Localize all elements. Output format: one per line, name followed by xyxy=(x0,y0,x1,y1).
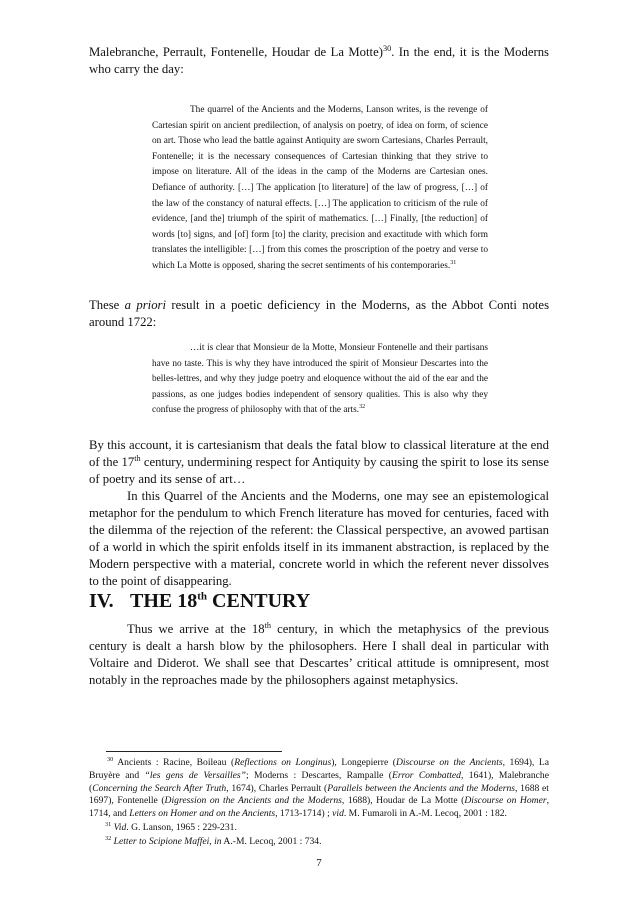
footnote-31-number: 31 xyxy=(105,820,112,828)
fn32-title: Letter to Scipione Maffei xyxy=(113,836,210,847)
fn30-text-d: ; Moderns : Descartes, Rampalle ( xyxy=(245,769,392,781)
fn30-title-c: “les gens de Versailles” xyxy=(144,769,246,781)
quote-conti-text: …it is clear that Monsieur de la Motte, Monsieur Fontenelle and their partisans have no taste. This is why they have introduced the spirit of Monsieur Descartes into the belles-lettres, and why they judge poetry and eloquence without the aid of the ear and the passions, as one judges bodies independent of sensory qualities. This is also why they confuse the progress of philosophy with that of the arts. xyxy=(152,343,488,416)
fn32-text-a: , xyxy=(209,836,215,847)
fn31-vid: Vid xyxy=(113,822,127,833)
section-intro-text-2: century, in which the metaphysics of the previous century is dealt a harsh blow by the philosophers. Here I shall deal in particular with Voltaire and Diderot. We shall see that Descartes’ critical attitude is omnipresent, most notably in the reproaches made by the philosophers against metaphysics. xyxy=(89,622,549,687)
section-number: IV. xyxy=(89,590,114,612)
account-text-2: century, undermining respect for Antiquity by causing the spirit to lose its sense of poetry and its sense of art… xyxy=(89,455,550,486)
paragraph-quarrel xyxy=(89,488,549,590)
fn30-title-e: Concerning the Search After Truth xyxy=(92,782,227,794)
fn30-text-a: Ancients : Racine, Boileau ( xyxy=(113,757,235,768)
fn30-text-h: , 1688), Houdar de La Motte ( xyxy=(341,795,465,807)
block-quote-conti xyxy=(152,341,488,419)
footnote-32-number: 32 xyxy=(105,834,112,842)
fn31-text: . G. Lanson, 1965 : 229-231. xyxy=(126,822,237,833)
footnote-ref-31[interactable]: 31 xyxy=(450,259,457,266)
intro-text-1: Malebranche, Perrault, Fontenelle, Houdar de La Motte) xyxy=(89,45,383,59)
fn30-title-j: vid xyxy=(332,808,344,820)
fn30-text-i: , 1714, and xyxy=(89,795,549,820)
footnote-ref-30[interactable]: 30 xyxy=(382,43,392,53)
account-text-1: By this account, it is cartesianism that deals the fatal blow to classical literature at the end of the 17 xyxy=(89,438,549,469)
fn30-title-h: Discourse on Homer xyxy=(464,795,547,807)
section-intro-superscript: th xyxy=(264,620,271,630)
footnote-30 xyxy=(89,757,549,821)
apriori-text-1: These xyxy=(89,298,125,312)
section-title-1: THE 18 xyxy=(130,590,198,612)
footnote-30-number: 30 xyxy=(107,755,114,763)
fn32-in: in xyxy=(214,836,222,847)
account-superscript: th xyxy=(134,453,141,463)
quote-lanson-text: The quarrel of the Ancients and the Moderns, Lanson writes, is the revenge of Cartesian spirit on ancient predilection, of analysis on poetry, of idea on form, of science on art. Those who lead the battle against Antiquity are sworn Cartesians, Charles Perrault, Fontenelle; it is the necessary consequences of Cartesian thinking that they strive to impose on literature. All of the ideas in the camp of the Moderns are Cartesian ones. Defiance of authority. […] The application [to literature] of the law of progress, […] of the law of the constancy of natural effects. […] The application to criticism of the rule of evidence, [and the] triumph of the spirit of mathematics. […] Finally, [the reduction] of words [to] signs, and [of] form [to] the clarity, precision and exactitude with which form translates the intelligible: […] from this comes the proscription of the poetry and verse to which La Motte is opposed, sharing the secret sentiments of his contemporaries. xyxy=(152,105,488,271)
fn30-text-c: , 1694), La Bruyère and xyxy=(89,757,549,781)
footnote-32 xyxy=(89,836,549,849)
apriori-emphasis: a priori xyxy=(124,298,166,312)
section-intro-text-1: Thus we arrive at the 18 xyxy=(127,622,265,636)
fn30-text-e: , 1641), Malebranche ( xyxy=(89,769,549,794)
page-number: 7 xyxy=(316,857,322,869)
footnote-separator xyxy=(106,751,282,752)
fn30-title-g: Digression on the Ancients and the Moderns xyxy=(164,795,342,807)
fn30-text-k: . M. Fumaroli in A.-M. Lecoq, 2001 : 182. xyxy=(343,808,507,820)
paragraph-intro xyxy=(89,44,549,78)
fn30-title-b: Discourse on the Ancients xyxy=(395,757,503,768)
fn30-text-b: ), Longepierre ( xyxy=(331,757,396,768)
section-title-superscript: th xyxy=(197,590,208,603)
apriori-text-2: result in a poetic deficiency in the Moderns, as the Abbot Conti notes around 1722: xyxy=(89,298,550,329)
fn30-title-i: Letters on Homer and on the Ancients xyxy=(129,808,276,820)
block-quote-lanson xyxy=(152,103,488,275)
paragraph-apriori xyxy=(89,297,549,331)
fn30-title-f: Parallels between the Ancients and the Moderns xyxy=(327,782,515,794)
footnote-ref-32[interactable]: 32 xyxy=(359,404,366,411)
fn30-title-a: Reflections on Longinus xyxy=(234,757,332,768)
paragraph-section-intro xyxy=(89,621,549,689)
fn30-title-d: Error Combatted xyxy=(391,769,461,781)
intro-text-2: . In the end, it is the Moderns who carry the day: xyxy=(89,45,549,76)
fn30-text-f: , 1674), Charles Perrault ( xyxy=(226,782,328,794)
section-title-2: CENTURY xyxy=(207,590,311,612)
section-heading xyxy=(89,588,310,614)
fn30-text-j: , 1713-1714) ; xyxy=(275,808,333,820)
fn30-text-g: , 1688 et 1697), Fontenelle ( xyxy=(89,782,549,807)
footnote-31 xyxy=(89,822,549,835)
fn32-text-b: A.-M. Lecoq, 2001 : 734. xyxy=(221,836,322,847)
quarrel-text: In this Quarrel of the Ancients and the Moderns, one may see an epistemological metaphor for the pendulum to which French literature has moved for centuries, faced with the dilemma of the rejection of the referent: the Classical perspective, an avowed partisan of a world in which the spirit enfolds itself in its immanent abstraction, is replaced by the Modern perspective with a material, concrete world in which the referent never dissolves to the point of disappearing. xyxy=(89,489,549,588)
paragraph-account xyxy=(89,437,549,488)
